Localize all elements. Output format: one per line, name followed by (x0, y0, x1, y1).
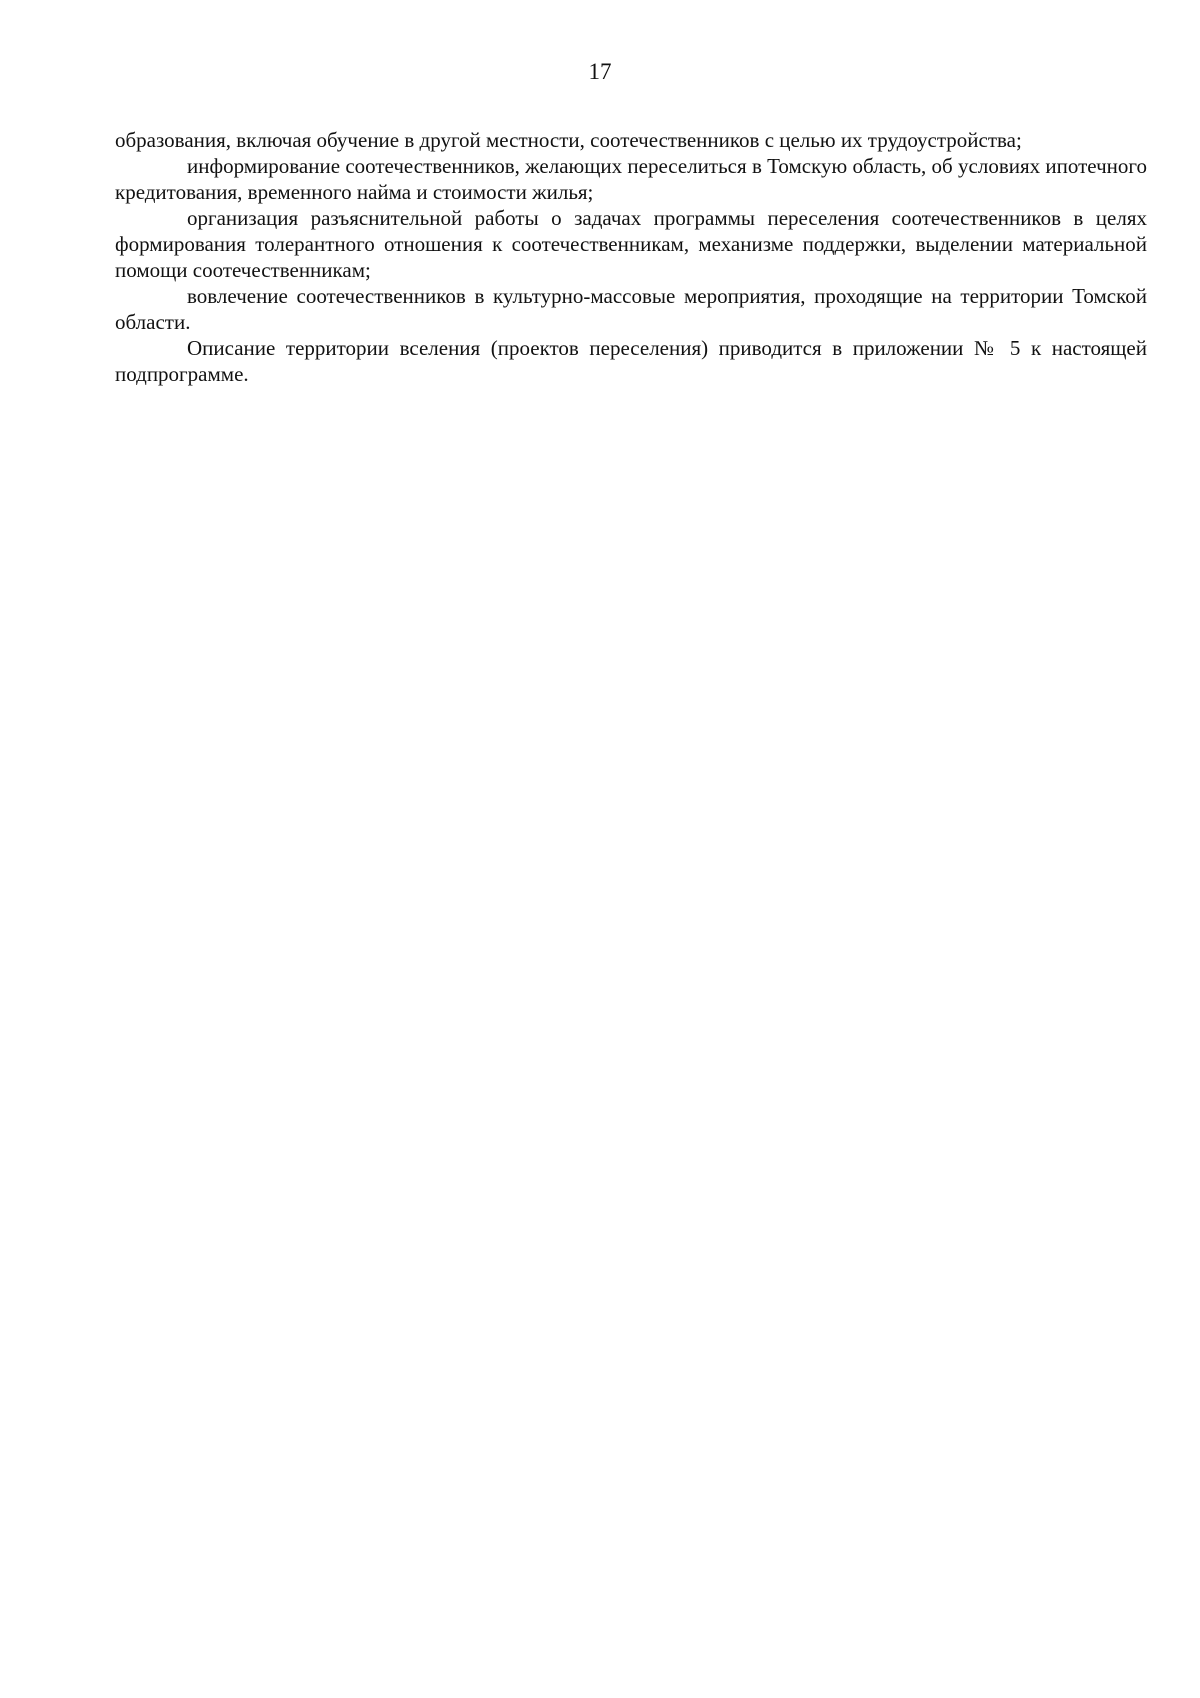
paragraph-explanatory-work: организация разъяснительной работы о задачах программы переселения соотечественников в целях формирования толерантного отношения к соотечественникам, механизме поддержки, выделении материальной помощи соотечественникам; (115, 206, 1147, 282)
paragraph-settlement-description: Описание территории вселения (проектов переселения) приводится в приложении № 5 к настоящей подпрограмме. (115, 336, 1147, 386)
document-body (115, 127, 1147, 387)
paragraph-cultural-events: вовлечение соотечественников в культурно-массовые мероприятия, проходящие на территории Томской области. (115, 284, 1147, 334)
paragraph-education-employment: образования, включая обучение в другой местности, соотечественников с целью их трудоустройства; (115, 128, 1022, 152)
page-number: 17 (588, 59, 612, 84)
paragraph-housing-information: информирование соотечественников, желающих переселиться в Томскую область, об условиях ипотечного кредитования, временного найма и стоимости жилья; (115, 154, 1147, 204)
